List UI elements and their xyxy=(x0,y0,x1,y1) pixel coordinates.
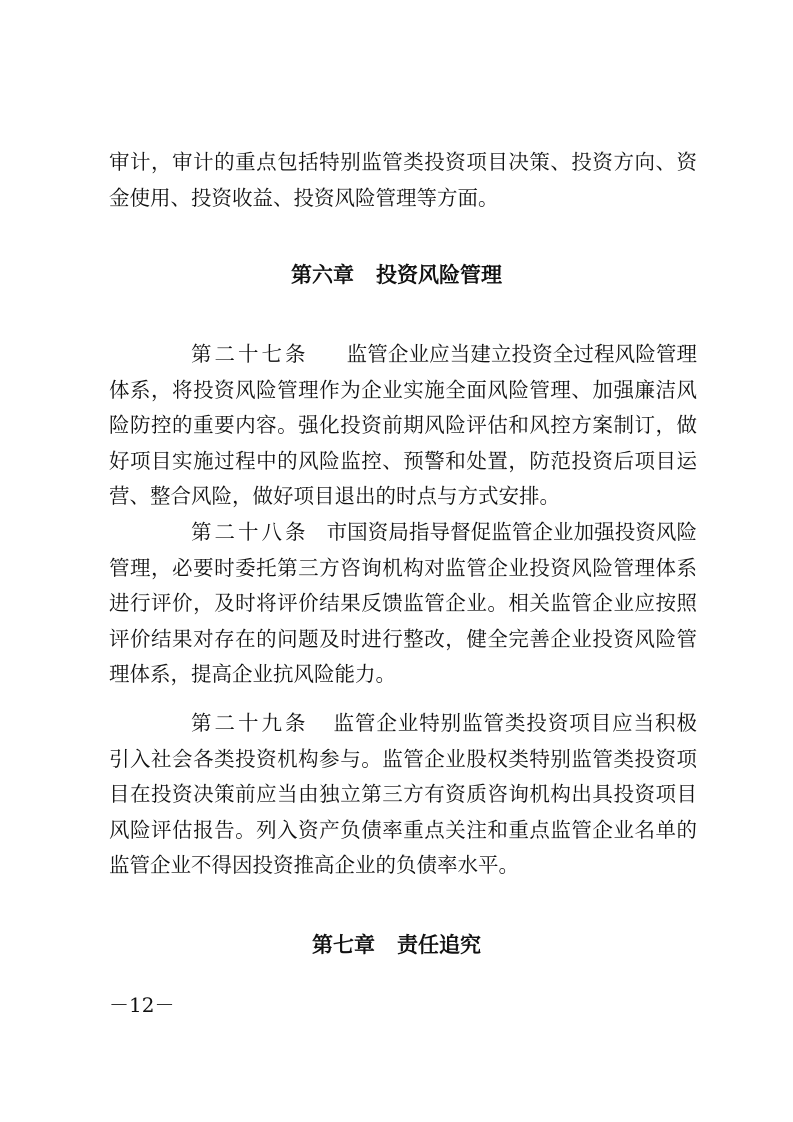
continuation-paragraph: 审计，审计的重点包括特别监管类投资项目决策、投资方向、资金使用、投资收益、投资风险管理等方面。 xyxy=(109,150,697,210)
chapter-6-title: 投资风险管理 xyxy=(376,263,502,287)
article-27-label: 第二十七条 xyxy=(191,342,309,366)
chapter-7-number: 第七章 xyxy=(312,933,375,957)
article-28-text: 市国资局指导督促监管企业加强投资风险管理，必要时委托第三方咨询机构对监管企业投资风险管理体系进行评价，及时将评价结果反馈监管企业。相关监管企业应按照评价结果对存在的问题及时进行整改，健全完善企业投资风险管理体系，提高企业抗风险能力。 xyxy=(109,520,697,687)
article-27 xyxy=(109,337,697,515)
article-29-text: 监管企业特别监管类投资项目应当积极引入社会各类投资机构参与。监管企业股权类特别监管类投资项目在投资决策前应当由独立第三方有资质咨询机构出具投资项目风险评估报告。列入资产负债率重点关注和重点监管企业名单的监管企业不得因投资推高企业的负债率水平。 xyxy=(109,711,697,878)
article-27-text: 监管企业应当建立投资全过程风险管理体系，将投资风险管理作为企业实施全面风险管理、加强廉洁风险防控的重要内容。强化投资前期风险评估和风控方案制订，做好项目实施过程中的风险监控、预警和处置，防范投资后项目运营、整合风险，做好项目退出的时点与方式安排。 xyxy=(109,342,697,509)
page-number: －12－ xyxy=(109,993,175,1017)
chapter-7-title: 责任追究 xyxy=(397,933,481,957)
article-28-label: 第二十八条 xyxy=(191,520,309,544)
article-29-label: 第二十九条 xyxy=(191,711,309,735)
chapter-6-heading xyxy=(0,260,793,290)
article-29 xyxy=(109,706,697,884)
chapter-7-heading xyxy=(0,930,793,960)
article-28 xyxy=(109,515,697,693)
chapter-6-number: 第六章 xyxy=(291,263,354,287)
